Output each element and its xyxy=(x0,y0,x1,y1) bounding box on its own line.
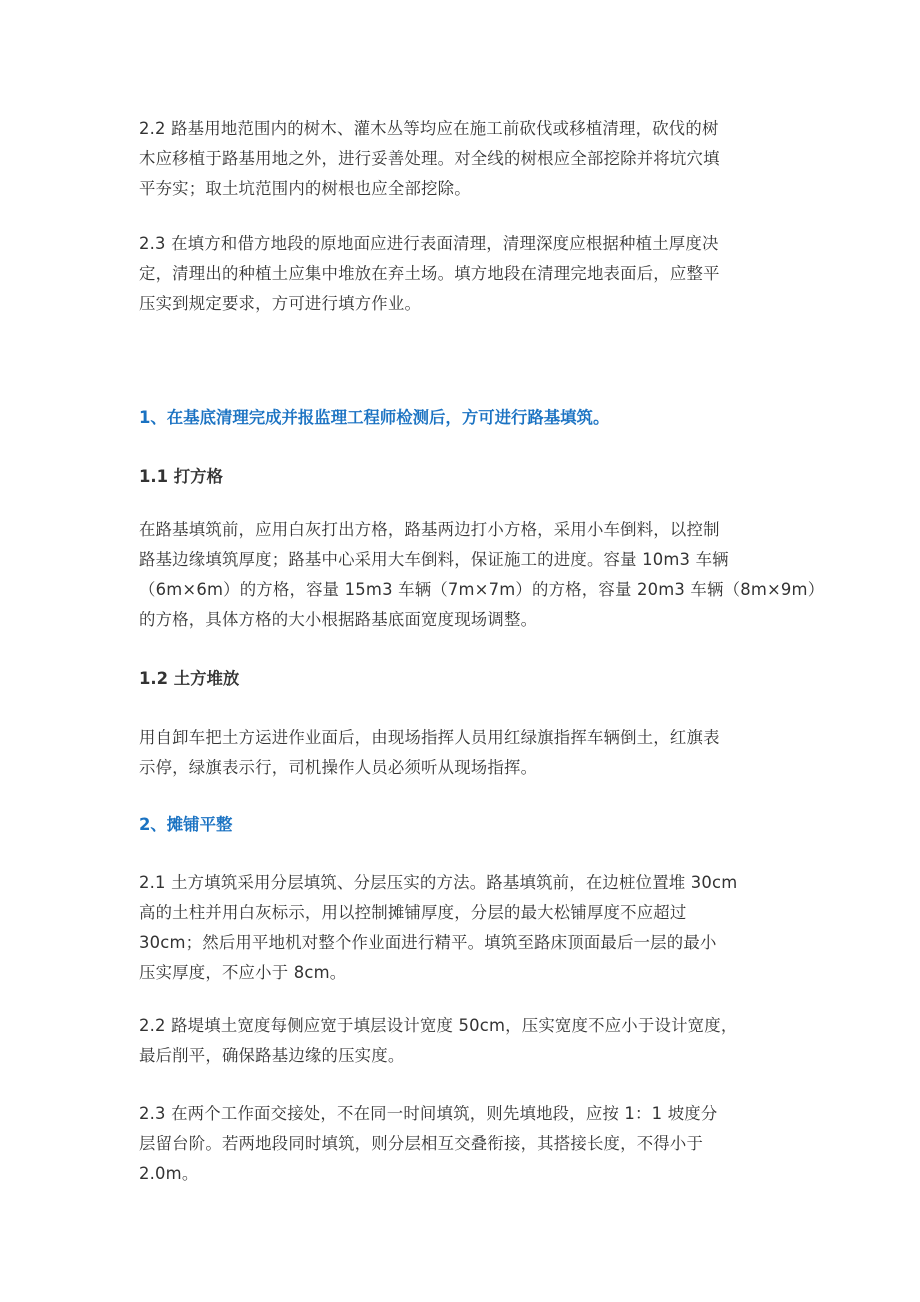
text-line: 压实厚度，不应小于 8cm。 xyxy=(139,963,347,982)
text-line: 平夯实；取土坑范围内的树根也应全部挖除。 xyxy=(139,179,471,198)
text-line: 的方格，具体方格的大小根据路基底面宽度现场调整。 xyxy=(139,610,538,629)
paragraph-2-1-layered-filling xyxy=(139,868,799,988)
text-line: 2.3 在填方和借方地段的原地面应进行表面清理，清理深度应根据种植土厚度决 xyxy=(139,234,719,253)
subheading-1-1: 1.1 打方格 xyxy=(139,467,223,486)
text-line: 压实到规定要求，方可进行填方作业。 xyxy=(139,294,422,313)
text-line: 路基边缘填筑厚度；路基中心采用大车倒料，保证施工的进度。容量 10m3 车辆 xyxy=(139,550,729,569)
text-line: 木应移植于路基用地之外，进行妥善处理。对全线的树根应全部挖除并将坑穴填 xyxy=(139,149,720,168)
paragraph-1-2-earth-dumping xyxy=(139,723,799,783)
text-line: 2.3 在两个工作面交接处，不在同一时间填筑，则先填地段，应按 1：1 坡度分 xyxy=(139,1104,718,1123)
paragraph-2-3-work-face-junction xyxy=(139,1099,799,1189)
text-line: 高的土柱并用白灰标示，用以控制摊铺厚度，分层的最大松铺厚度不应超过 xyxy=(139,903,687,922)
text-line: 2.2 路基用地范围内的树木、灌木丛等均应在施工前砍伐或移植清理，砍伐的树 xyxy=(139,119,719,138)
text-line: 层留台阶。若两地段同时填筑，则分层相互交叠衔接，其搭接长度，不得小于 xyxy=(139,1134,704,1153)
text-line: 2.2 路堤填土宽度每侧应宽于填层设计宽度 50cm，压实宽度不应小于设计宽度， xyxy=(139,1016,738,1035)
section-heading-2: 2、摊铺平整 xyxy=(139,815,233,834)
text-line: 最后削平，确保路基边缘的压实度。 xyxy=(139,1046,405,1065)
section-heading-1: 1、在基底清理完成并报监理工程师检测后，方可进行路基填筑。 xyxy=(139,408,610,427)
text-line: （6m×6m）的方格，容量 15m3 车辆（7m×7m）的方格，容量 20m3 车辆（8m×9m） xyxy=(139,580,825,599)
text-line: 定，清理出的种植土应集中堆放在弃土场。填方地段在清理完地表面后，应整平 xyxy=(139,264,720,283)
text-line: 2.0m。 xyxy=(139,1164,199,1183)
paragraph-2-3-surface-cleaning xyxy=(139,229,799,319)
subheading-1-2: 1.2 土方堆放 xyxy=(139,669,240,688)
text-line: 在路基填筑前，应用白灰打出方格，路基两边打小方格，采用小车倒料，以控制 xyxy=(139,520,720,539)
text-line: 用自卸车把土方运进作业面后，由现场指挥人员用红绿旗指挥车辆倒土，红旗表 xyxy=(139,728,720,747)
text-line: 示停，绿旗表示行，司机操作人员必须听从现场指挥。 xyxy=(139,758,538,777)
text-line: 2.1 土方填筑采用分层填筑、分层压实的方法。路基填筑前，在边桩位置堆 30cm xyxy=(139,873,738,892)
paragraph-1-1-grid xyxy=(139,515,825,635)
paragraph-2-2-embankment-width xyxy=(139,1011,799,1071)
paragraph-2-2-clearing xyxy=(139,114,799,204)
text-line: 30cm；然后用平地机对整个作业面进行精平。填筑至路床顶面最后一层的最小 xyxy=(139,933,717,952)
